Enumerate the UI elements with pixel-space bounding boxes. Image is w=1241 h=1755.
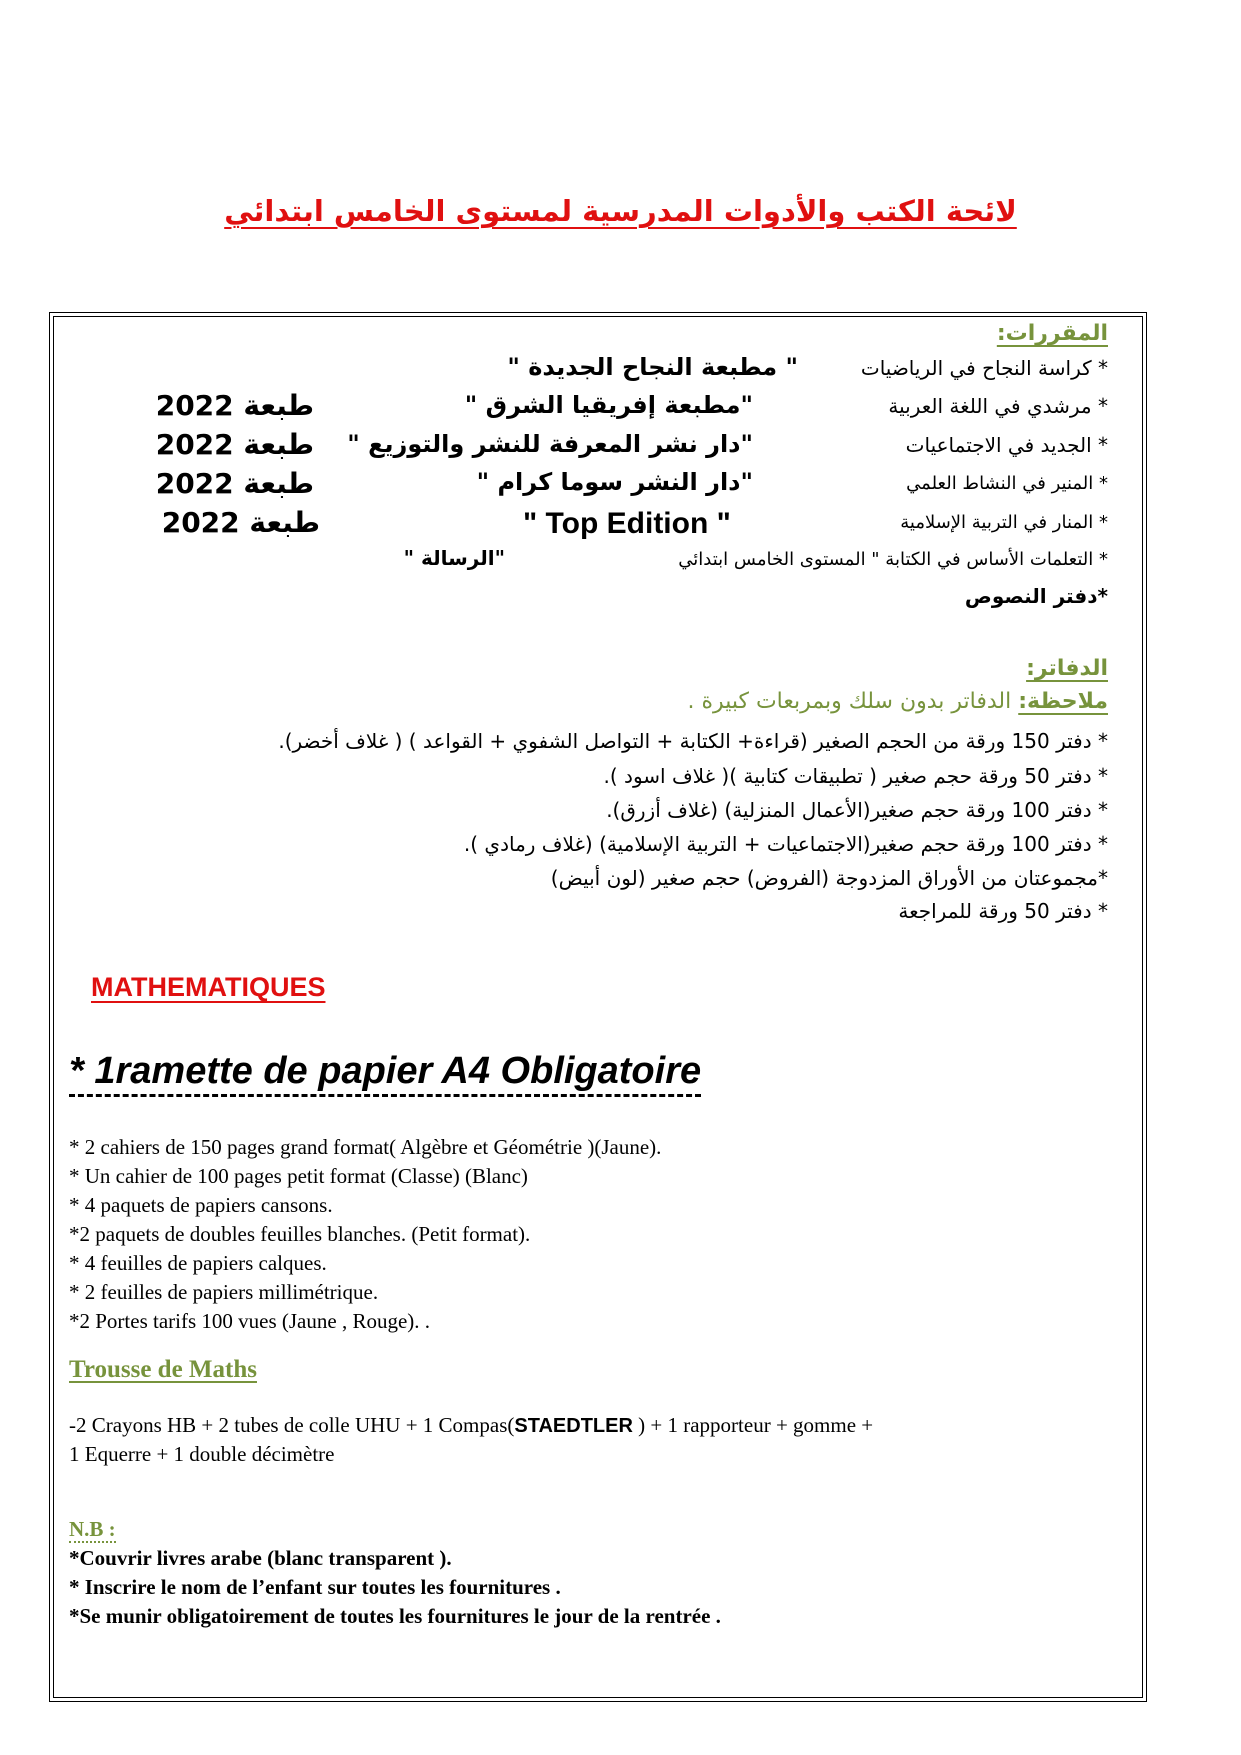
trousse-line: 1 Equerre + 1 double décimètre xyxy=(69,1442,335,1466)
math-item: *2 paquets de doubles feuilles blanches. (Petit format). xyxy=(69,1222,531,1246)
trousse-line xyxy=(69,1413,873,1438)
note-label: ملاحظة: xyxy=(1018,689,1108,714)
nb-item: *Se munir obligatoirement de toutes les fournitures le jour de la rentrée . xyxy=(69,1604,721,1628)
book-edition: طبعة 2022 xyxy=(155,389,314,422)
math-item: * 2 cahiers de 150 pages grand format( Algèbre et Géométrie )(Jaune). xyxy=(69,1135,662,1159)
book-subject: * كراسة النجاح في الرياضيات xyxy=(860,356,1108,380)
notebooks-note xyxy=(688,689,1108,715)
trousse-text: ) + 1 rapporteur + gomme + xyxy=(632,1413,874,1437)
math-item: * Un cahier de 100 pages petit format (Classe) (Blanc) xyxy=(69,1164,528,1188)
book-subject: * مرشدي في اللغة العربية xyxy=(888,394,1108,418)
notebook-item: * دفتر 50 ورقة للمراجعة xyxy=(898,899,1108,923)
book-subject: * المنار في التربية الإسلامية xyxy=(900,512,1108,533)
notebook-item: *مجموعتان من الأوراق المزدوجة (الفروض) حجم صغير (لون أبيض) xyxy=(550,866,1108,890)
math-item: * 2 feuilles de papiers millimétrique. xyxy=(69,1280,379,1304)
book-publisher: " مطبعة النجاح الجديدة " xyxy=(507,353,798,381)
book-publisher: " Top Edition " xyxy=(523,507,731,540)
book-publisher: "الرسالة " xyxy=(403,546,505,570)
ramette-line: * 1ramette de papier A4 Obligatoire xyxy=(69,1050,701,1097)
book-publisher: "دار نشر المعرفة للنشر والتوزيع " xyxy=(347,430,753,458)
nb-item: *Couvrir livres arabe (blanc transparent ). xyxy=(69,1546,452,1570)
page-title: لائحة الكتب والأدوات المدرسية لمستوى الخامس ابتدائي xyxy=(224,194,1017,228)
trousse-text: -2 Crayons HB + 2 tubes de colle UHU + 1 Compas( xyxy=(69,1413,515,1437)
book-subject: *دفتر النصوص xyxy=(964,584,1108,608)
notebook-item: * دفتر 100 ورقة حجم صغير(الاجتماعيات + التربية الإسلامية) (غلاف رمادي ). xyxy=(463,832,1108,856)
books-heading: المقررات: xyxy=(996,321,1108,346)
book-edition: طبعة 2022 xyxy=(155,467,314,500)
trousse-title: Trousse de Maths xyxy=(69,1356,257,1383)
nb-item: * Inscrire le nom de l’enfant sur toutes les fournitures . xyxy=(69,1575,561,1599)
book-edition: طبعة 2022 xyxy=(155,428,314,461)
trousse-brand: STAEDTLER xyxy=(514,1415,633,1437)
book-subject: * الجديد في الاجتماعيات xyxy=(905,433,1108,457)
math-item: * 4 feuilles de papiers calques. xyxy=(69,1251,327,1275)
book-subject: * المنير في النشاط العلمي xyxy=(906,473,1108,494)
notebooks-heading: الدفاتر: xyxy=(1026,656,1108,681)
book-publisher: "دار النشر سوما كرام " xyxy=(476,468,753,496)
book-publisher: "مطبعة إفريقيا الشرق " xyxy=(464,391,753,419)
math-item: *2 Portes tarifs 100 vues (Jaune , Rouge). . xyxy=(69,1309,431,1333)
book-edition: طبعة 2022 xyxy=(161,506,320,539)
notebook-item: * دفتر 50 ورقة حجم صغير ( تطبيقات كتابية )( غلاف اسود ). xyxy=(603,764,1108,788)
nb-heading: N.B : xyxy=(69,1518,116,1543)
book-subject: * التعلمات الأساس في الكتابة " المستوى الخامس ابتدائي xyxy=(678,549,1108,570)
math-title: MATHEMATIQUES xyxy=(91,972,326,1002)
note-text: الدفاتر بدون سلك وبمربعات كبيرة . xyxy=(687,689,1019,714)
notebook-item: * دفتر 100 ورقة حجم صغير(الأعمال المنزلية) (غلاف أزرق). xyxy=(606,798,1108,822)
notebook-item: * دفتر 150 ورقة من الحجم الصغير (قراءة+ الكتابة + التواصل الشفوي + القواعد ) ( غلاف أخضر). xyxy=(278,729,1108,753)
math-item: * 4 paquets de papiers cansons. xyxy=(69,1193,333,1217)
